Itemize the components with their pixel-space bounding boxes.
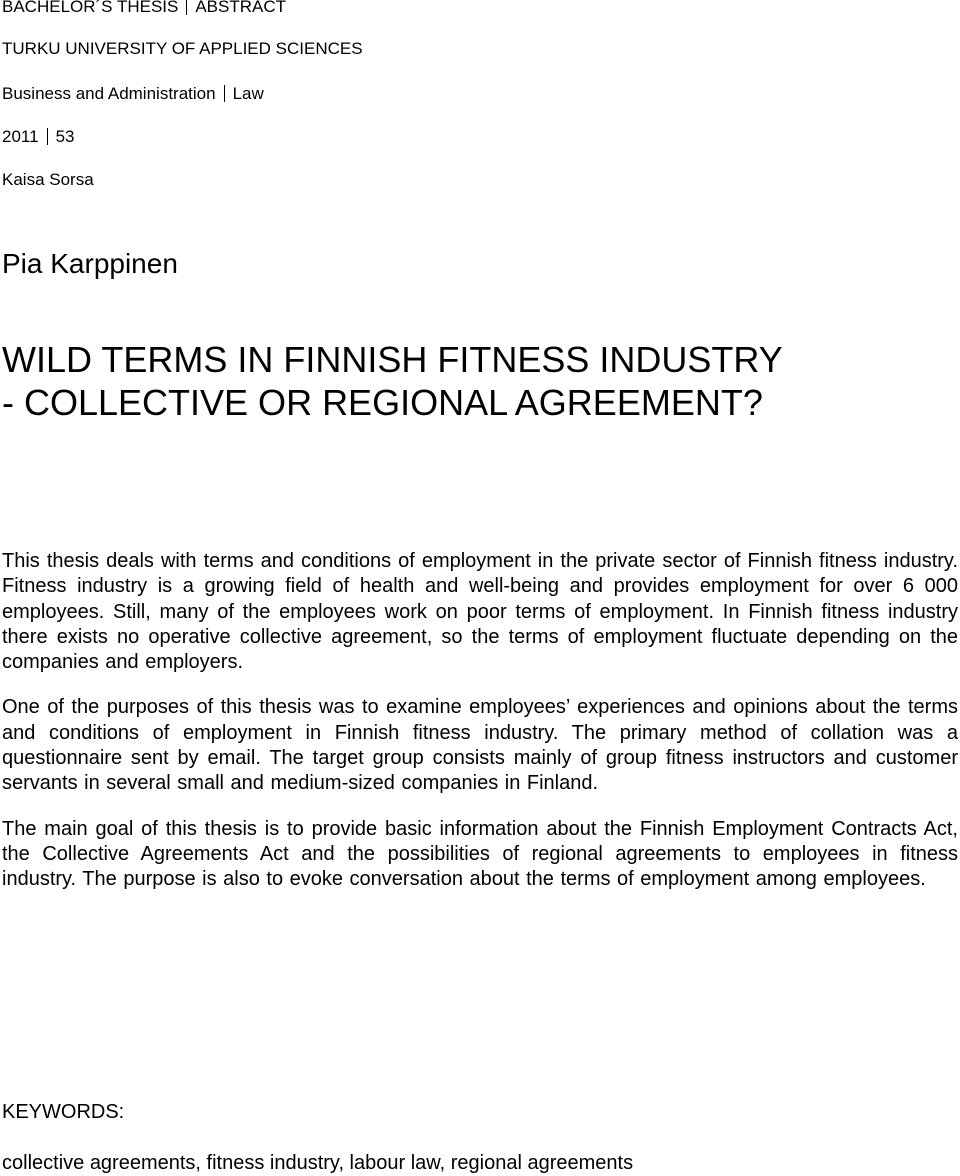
page-count: 53 (55, 127, 75, 146)
document-type-line (2, 0, 286, 17)
abstract-paragraph: The main goal of this thesis is to provide basic information about the Finnish Employment Contracts Act, the Collective Agreements Act and the possibilities of regional agreements to employees in fitness industry. The purpose is also to evoke conversation about the terms of employment among employees. (2, 817, 958, 891)
supervisor: Kaisa Sorsa (2, 170, 94, 189)
year: 2011 (2, 127, 39, 146)
separator (47, 128, 48, 145)
university-name: TURKU UNIVERSITY OF APPLIED SCIENCES (2, 39, 363, 58)
thesis-title (2, 338, 783, 424)
degree-programme: Business and Administration (2, 84, 216, 103)
title-line-1: WILD TERMS IN FINNISH FITNESS INDUSTRY (2, 339, 783, 380)
year-pages-line (2, 127, 74, 147)
separator (224, 85, 225, 102)
abstract-paragraph: This thesis deals with terms and conditions of employment in the private sector of Finnish fitness industry. Fitness industry is a growing field of health and well-being and provides employment for over 6 000 employees. Still, many of the employees work on poor terms of employment. In Finnish fitness industry there exists no operative collective agreement, so the terms of employment fluctuate depending on the companies and employers. (2, 550, 958, 674)
abstract-paragraph: One of the purposes of this thesis was to examine employees’ experiences and opinions about the terms and conditions of employment in Finnish fitness industry. The primary method of collation was a questionnaire sent by email. The target group consists mainly of group fitness instructors and customer servants in several small and medium-sized companies in Finland. (2, 696, 958, 795)
document-type: BACHELOR´S THESIS (2, 0, 179, 16)
programme-line (2, 84, 264, 104)
abstract-body (2, 549, 958, 913)
title-line-2: - COLLECTIVE OR REGIONAL AGREEMENT? (2, 382, 763, 423)
keywords-list: collective agreements, fitness industry, labour law, regional agreements (2, 1152, 634, 1174)
supervisor-line (2, 170, 94, 190)
university-line (2, 39, 363, 59)
field: Law (232, 84, 264, 103)
document-subtype: ABSTRACT (195, 0, 287, 16)
author-name: Pia Karppinen (2, 248, 178, 279)
keywords-label: KEYWORDS: (2, 1101, 125, 1123)
separator (186, 0, 187, 15)
